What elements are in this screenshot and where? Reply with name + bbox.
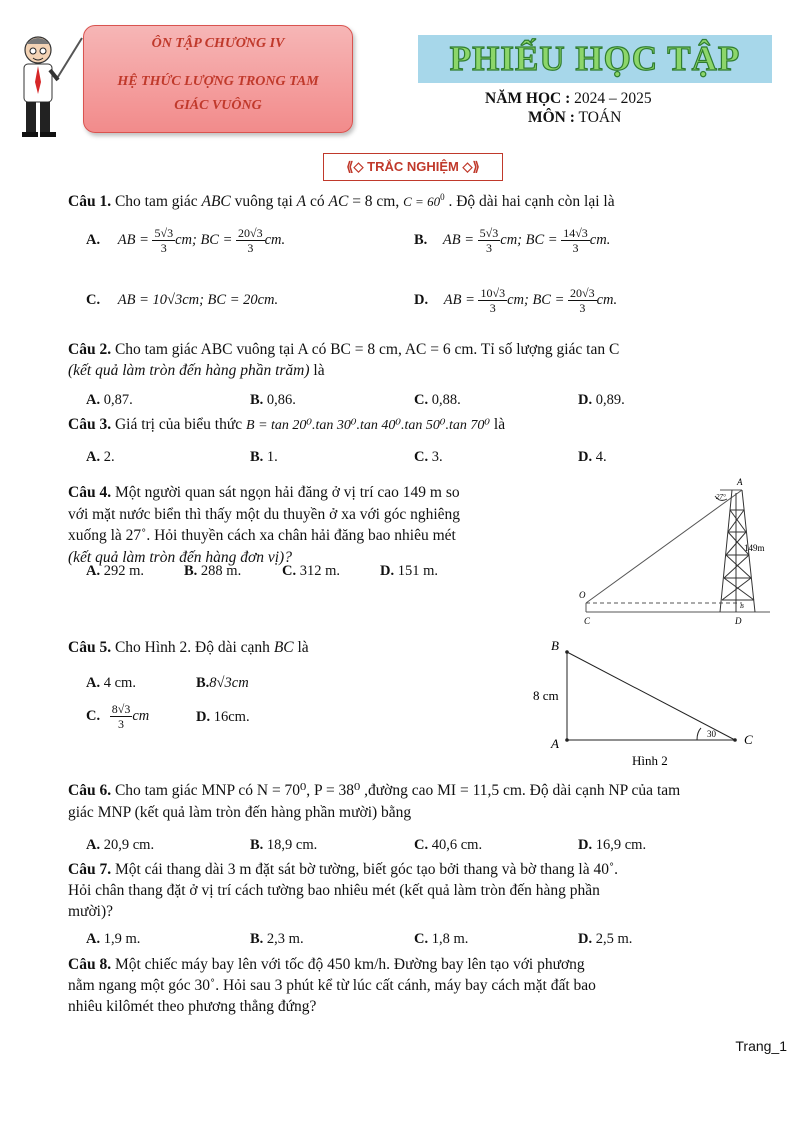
question-label: Câu 6.	[68, 782, 112, 799]
section-header	[323, 153, 503, 181]
q-text: Cho tam giác MNP có N = 70⁰, P = 38⁰ ,đường cao MI = 11,5 cm. Độ dài cạnh NP của tam	[111, 782, 681, 799]
option-text: AB = 10√3cm; BC = 20cm.	[117, 292, 279, 308]
q7-option-a[interactable]	[86, 931, 140, 948]
option-text: 292 m.	[103, 563, 145, 579]
fraction	[236, 226, 265, 255]
diamond-icon: ◇⟫	[462, 159, 480, 174]
option-text: 18,9 cm.	[266, 837, 318, 853]
year-label: NĂM HỌC :	[485, 90, 571, 107]
numerator: 5√3	[154, 226, 174, 240]
q4-option-a[interactable]	[86, 563, 144, 580]
question-1	[68, 187, 738, 212]
option-text: 151 m.	[397, 563, 439, 579]
q-text: . Độ dài hai cạnh còn lại là	[444, 193, 615, 211]
option-key: C.	[414, 449, 429, 465]
q2-option-d[interactable]	[578, 392, 625, 409]
angle-label: 30	[707, 729, 716, 739]
question-6	[68, 780, 783, 824]
option-text: 4 cm.	[103, 675, 136, 691]
option-key: C.	[414, 392, 429, 408]
option-key: D.	[578, 931, 593, 947]
q-text: = 8 cm,	[348, 193, 404, 211]
question-label: Câu 1.	[68, 193, 112, 211]
q-math: C = 60	[403, 194, 441, 210]
option-text: 2,3 m.	[266, 931, 304, 947]
numerator: 8√3	[111, 702, 131, 716]
point-label: B	[551, 638, 559, 653]
q4-option-d[interactable]	[380, 563, 438, 580]
badge-line-2: HỆ THỨC LƯỢNG TRONG TAM	[117, 74, 319, 89]
year-value: 2024 – 2025	[570, 90, 652, 107]
fraction	[561, 226, 590, 255]
option-key: B.	[250, 931, 264, 947]
q-text: Cho tam giác ABC vuông tại A có BC = 8 cm, AC = 6 cm. Tỉ số lượng giác tan C	[111, 341, 620, 358]
option-text: 4.	[595, 449, 607, 465]
q3-option-a[interactable]	[86, 449, 115, 466]
option-key: C.	[86, 292, 101, 308]
q2-option-a[interactable]	[86, 392, 133, 409]
option-text: 1,8 m.	[431, 931, 469, 947]
option-text: 3.	[431, 449, 443, 465]
point-label: C	[584, 616, 591, 626]
q-text: là	[293, 639, 309, 656]
option-text: 8√3cm	[209, 675, 249, 691]
option-key: A.	[86, 563, 101, 579]
denominator: 3	[118, 717, 125, 731]
q-text: (kết quả làm tròn đến hàng đơn vị)?	[68, 548, 292, 566]
point-label: C	[744, 732, 753, 747]
option-key: B.	[196, 675, 210, 691]
denominator: 3	[489, 301, 496, 315]
option-key: D.	[578, 837, 593, 853]
chapter-badge	[83, 25, 353, 133]
numerator: 20√3	[238, 226, 263, 240]
option-key: C.	[86, 707, 101, 724]
q-text: Hỏi chân thang đặt ở vị trí cách tường bao nhiêu mét (kết quả làm tròn đến hàng phần	[68, 882, 600, 899]
school-year	[485, 90, 652, 108]
page-number: Trang_1	[735, 1038, 787, 1054]
fraction	[152, 226, 175, 255]
q3-option-d[interactable]	[578, 449, 607, 466]
q-text: giác MNP (kết quả làm tròn đến hàng phần mười) bằng	[68, 804, 412, 821]
question-3	[68, 414, 738, 436]
option-text: 40,6 cm.	[431, 837, 483, 853]
option-text: 16,9 cm.	[595, 837, 647, 853]
q-text: BC	[273, 639, 294, 656]
q6-option-d[interactable]	[578, 837, 646, 854]
option-key: C.	[414, 837, 429, 853]
option-key: B.	[250, 837, 264, 853]
worksheet-title: PHIẾU HỌC TẬP	[418, 35, 772, 83]
option-key: B.	[414, 231, 428, 248]
question-label: Câu 8.	[68, 956, 112, 973]
question-5	[68, 637, 488, 658]
badge-line-3: GIÁC VUÔNG	[174, 98, 262, 113]
question-8	[68, 954, 768, 1017]
question-2	[68, 339, 738, 381]
option-key: A.	[86, 231, 101, 248]
fraction	[110, 702, 133, 731]
denominator: 3	[579, 301, 586, 315]
q-text: vuông tại	[230, 193, 297, 211]
option-key: B.	[184, 563, 198, 579]
q-text: Một chiếc máy bay lên với tốc độ 450 km/h. Đường bay lên tạo với phương	[111, 956, 585, 973]
option-key: D.	[380, 563, 395, 579]
angle-label: 27°	[716, 493, 726, 501]
option-text: 0,87.	[103, 392, 133, 408]
q-text: Cho tam giác	[111, 193, 202, 211]
q3-option-b[interactable]	[250, 449, 278, 466]
question-label: Câu 5.	[68, 639, 112, 656]
q6-option-c[interactable]	[414, 837, 482, 854]
q7-option-c[interactable]	[414, 931, 468, 948]
q2-option-b[interactable]	[250, 392, 296, 409]
option-key: D.	[196, 709, 211, 725]
option-text: 2.	[103, 449, 115, 465]
side-label: 8 cm	[533, 688, 559, 703]
height-label: 149m	[744, 543, 765, 553]
fraction	[478, 286, 507, 315]
triangle-figure	[525, 636, 765, 772]
subject-label: MÔN :	[528, 109, 575, 126]
q-text: (kết quả làm tròn đến hàng phần trăm)	[68, 362, 310, 379]
q-text: là	[490, 416, 506, 433]
numerator: 20√3	[570, 286, 595, 300]
q-text: A	[296, 193, 307, 211]
question-label: Câu 7.	[68, 861, 112, 878]
option-key: A.	[86, 675, 101, 691]
q1-option-c[interactable]	[86, 292, 278, 309]
option-text: 16cm.	[213, 709, 250, 725]
question-7	[68, 859, 768, 922]
q-text: Giá trị của biểu thức	[111, 416, 247, 433]
option-key: A.	[86, 931, 101, 947]
q4-option-c[interactable]	[282, 563, 340, 580]
subject	[528, 109, 621, 127]
q-math: B = tan 20⁰.tan 30⁰.tan 40⁰.tan 50⁰.tan 70⁰	[246, 418, 491, 433]
subject-value: TOÁN	[574, 109, 622, 126]
point-label: B	[740, 604, 744, 610]
q1-option-b[interactable]: B. AB = $\frac{5√3}{3}$ cm; BC = $\frac{14√3}{3}$ cm.	[414, 226, 611, 255]
denominator: 3	[572, 241, 579, 255]
q5-option-a[interactable]	[86, 675, 136, 692]
diamond-icon: ⟪◇	[346, 159, 364, 174]
badge-line-1: ÔN TẬP CHƯƠNG IV	[151, 36, 285, 51]
numerator: 14√3	[563, 226, 588, 240]
fraction	[478, 226, 501, 255]
q5-option-d[interactable]	[196, 709, 250, 726]
q5-option-b[interactable]	[196, 675, 249, 692]
option-text: 288 m.	[200, 563, 242, 579]
option-text: 2,5 m.	[595, 931, 633, 947]
q-text: ABC	[201, 193, 231, 211]
point-label: A	[551, 736, 559, 751]
option-text: 0,86.	[266, 392, 296, 408]
option-text: 0,88.	[431, 392, 461, 408]
option-text: 20,9 cm.	[103, 837, 155, 853]
question-label: Câu 4.	[68, 484, 112, 501]
point-label: A	[737, 477, 743, 487]
q-text: có	[306, 193, 329, 211]
option-key: A.	[86, 837, 101, 853]
q1-option-d[interactable]: D. AB = $\frac{10√3}{3}$ cm; BC = $\frac{20√3}{3}$ cm.	[414, 286, 618, 315]
option-text: 1.	[266, 449, 278, 465]
option-key: B.	[250, 449, 264, 465]
q6-option-a[interactable]	[86, 837, 154, 854]
lighthouse-figure	[570, 475, 775, 630]
fraction	[568, 286, 597, 315]
teacher-mascot-image	[14, 30, 86, 142]
option-key: B.	[250, 392, 264, 408]
q-text: với mặt nước biển thì thấy một du thuyền ở xa với góc nghiêng	[68, 505, 461, 523]
q-math: 0	[440, 192, 445, 202]
option-key: D.	[578, 392, 593, 408]
option-key: A.	[86, 449, 101, 465]
point-label: O	[579, 590, 586, 600]
question-4	[68, 482, 548, 568]
denominator: 3	[485, 241, 492, 255]
q1-option-a[interactable]: A. AB = $\frac{5√3}{3}$ cm; BC = $\frac{20√3}{3}$ cm.	[86, 226, 286, 255]
q-text: Một người quan sát ngọn hải đăng ở vị trí cao 149 m so	[111, 484, 460, 501]
option-text: 1,9 m.	[103, 931, 141, 947]
q4-option-b[interactable]	[184, 563, 241, 580]
numerator: 10√3	[480, 286, 506, 300]
q2-option-c[interactable]	[414, 392, 461, 409]
option-key: D.	[578, 449, 593, 465]
option-unit: cm	[132, 707, 150, 724]
q6-option-b[interactable]	[250, 837, 317, 854]
q7-option-b[interactable]	[250, 931, 304, 948]
q-text: nhiêu kilômét theo phương thẳng đứng?	[68, 998, 317, 1015]
q-text: Một cái thang dài 3 m đặt sát bờ tường, biết góc tạo bởi thang và bờ thang là 40˚.	[111, 861, 619, 878]
option-key: A.	[86, 392, 101, 408]
q5-option-c[interactable]	[86, 702, 149, 731]
option-text: 312 m.	[299, 563, 341, 579]
section-title: TRẮC NGHIỆM	[367, 159, 459, 174]
q7-option-d[interactable]	[578, 931, 632, 948]
question-label: Câu 2.	[68, 341, 112, 358]
q-text: xuống là 27˚. Hỏi thuyền cách xa chân hải đăng bao nhiêu mét	[68, 527, 456, 544]
denominator: 3	[160, 241, 167, 255]
q3-option-c[interactable]	[414, 449, 443, 466]
numerator: 5√3	[479, 226, 499, 240]
option-key: C.	[414, 931, 429, 947]
option-text: 0,89.	[595, 392, 625, 408]
option-key: C.	[282, 563, 297, 579]
q-text: Cho Hình 2. Độ dài cạnh	[111, 639, 274, 656]
q-text: là	[309, 362, 325, 379]
question-label: Câu 3.	[68, 416, 112, 433]
figure-caption: Hình 2	[632, 753, 668, 768]
denominator: 3	[247, 241, 254, 255]
q-text: AC	[328, 193, 349, 211]
q-text: mười)?	[68, 903, 114, 920]
option-key: D.	[414, 291, 429, 308]
q-text: nằm ngang một góc 30˚. Hỏi sau 3 phút kể từ lúc cất cánh, máy bay cách mặt đất bao	[68, 977, 596, 994]
point-label: D	[735, 616, 742, 626]
